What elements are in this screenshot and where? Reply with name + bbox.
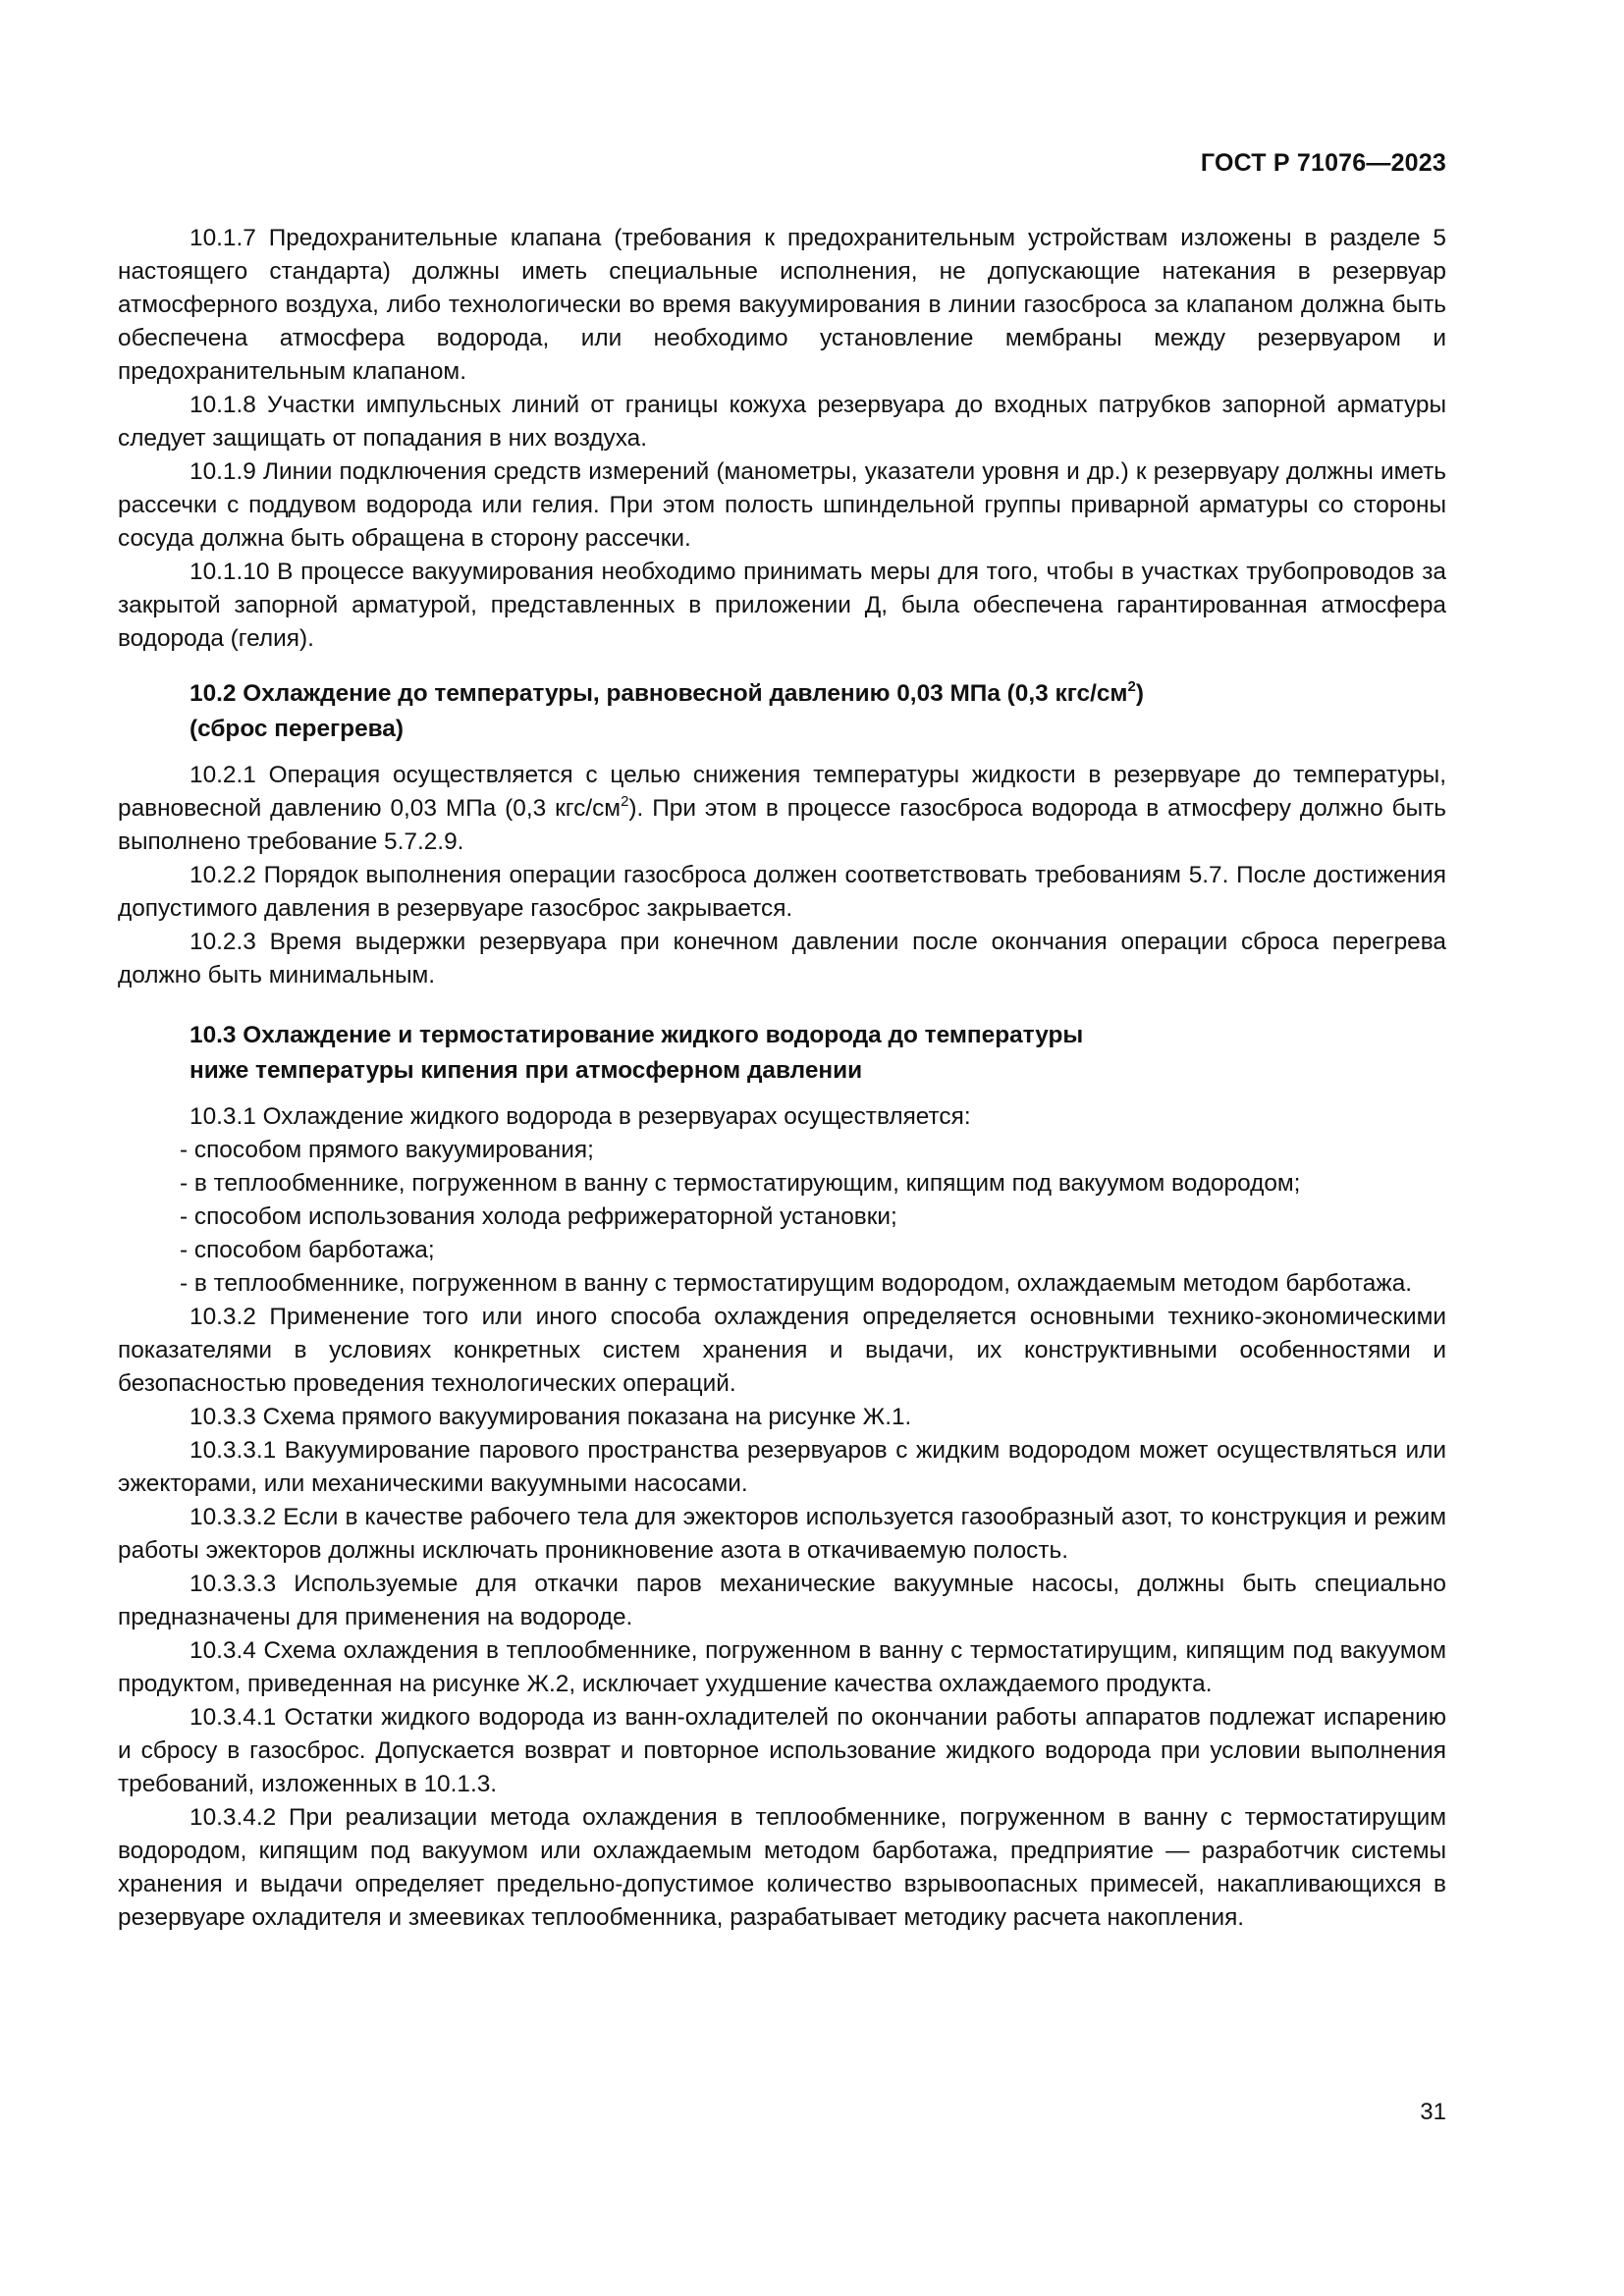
section-heading-10-2	[118, 676, 1446, 747]
paragraph-10-2-1-rest: ). При этом в процессе газосброса водорода в атмосферу должно быть выполнено требование 5.7.2.9.	[118, 795, 1446, 855]
heading-10-2-superscript: 2	[1127, 678, 1136, 695]
heading-10-2-text: 10.2 Охлаждение до температуры, равновесной давлению 0,03 МПа (0,3 кгс/см	[189, 680, 1128, 707]
page-number: 31	[1420, 2099, 1446, 2125]
page-content	[118, 222, 1446, 1935]
list-item: - в теплообменнике, погруженном в ванну с термостатирующим, кипящим под вакуумом водородом;	[180, 1170, 1301, 1197]
list-item: - способом барботажа;	[180, 1237, 435, 1263]
paragraph-10-1-8: 10.1.8 Участки импульсных линий от границы кожуха резервуара до входных патрубков запорной арматуры следует защищать от попадания в них воздуха.	[118, 392, 1446, 452]
section-heading-10-2-line1	[189, 676, 1446, 712]
document-code: ГОСТ Р 71076—2023	[1200, 149, 1446, 177]
paragraph-10-3-2: 10.3.2 Применение того или иного способа охлаждения определяется основными технико-экономическими показателями в условиях конкретных систем хранения и выдачи, их конструктивными особенностями и безопасностью проведения технологических операций.	[118, 1304, 1446, 1397]
paragraph-10-1-9: 10.1.9 Линии подключения средств измерений (манометры, указатели уровня и др.) к резервуару должны иметь рассечки с поддувом водорода или гелия. При этом полость шпиндельной группы приварной арматуры со стороны сосуда должна быть обращена в сторону рассечки.	[118, 458, 1446, 552]
paragraph-10-3-4-1: 10.3.4.1 Остатки жидкого водорода из ванн-охладителей по окончании работы аппаратов подлежат испарению и сбросу в газосброс. Допускается возврат и повторное использование жидкого водорода при условии выполнения требований, изложенных в 10.1.3.	[118, 1704, 1446, 1797]
paragraph-10-3-3-2: 10.3.3.2 Если в качестве рабочего тела для эжекторов используется газообразный азот, то конструкция и режим работы эжекторов должны исключать проникновение азота в откачиваемую полость.	[118, 1504, 1446, 1564]
paragraph-10-2-1-text: 10.2.1 Операция осуществляется с целью снижения температуры жидкости в резервуаре до температуры, равновесной давлению 0,03 МПа (0,3 кгс/см	[118, 762, 1446, 822]
paragraph-10-3-4: 10.3.4 Схема охлаждения в теплообменнике, погруженном в ванну с термостатирущим, кипящим под вакуумом продуктом, приведенная на рисунке Ж.2, исключает ухудшение качества охлаждаемого продукта.	[118, 1637, 1446, 1697]
paragraph-10-2-2: 10.2.2 Порядок выполнения операции газосброса должен соответствовать требованиям 5.7. После достижения допустимого давления в резервуаре газосброс закрывается.	[118, 862, 1446, 922]
paragraph-10-2-3: 10.2.3 Время выдержки резервуара при конечном давлении после окончания операции сброса перегрева должно быть минимальным.	[118, 929, 1446, 988]
paragraph-10-3-1: 10.3.1 Охлаждение жидкого водорода в резервуарах осуществляется:	[189, 1103, 971, 1130]
section-heading-10-3-line2: ниже температуры кипения при атмосферном давлении	[189, 1057, 863, 1084]
list-item: - способом использования холода рефрижераторной установки;	[180, 1203, 897, 1230]
paragraph-10-1-10: 10.1.10 В процессе вакуумирования необходимо принимать меры для того, чтобы в участках трубопроводов за закрытой запорной арматурой, представленных в приложении Д, была обеспечена гарантированная атмосфера водорода (гелия).	[118, 559, 1446, 652]
paragraph-10-3-3: 10.3.3 Схема прямого вакуумирования показана на рисунке Ж.1.	[189, 1404, 912, 1430]
paragraph-10-1-7: 10.1.7 Предохранительные клапана (требования к предохранительным устройствам изложены в разделе 5 настоящего стандарта) должны иметь специальные исполнения, не допускающие натекания в резервуар атмосферного воздуха, либо технологически во время вакуумирования в линии газосброса за клапаном должна быть обеспечена атмосфера водорода, или необходимо установление мембраны между резервуаром и предохранительным клапаном.	[118, 225, 1446, 385]
list-item: - способом прямого вакуумирования;	[180, 1137, 594, 1163]
section-heading-10-2-line2: (сброс перегрева)	[189, 716, 404, 742]
paragraph-10-3-3-1: 10.3.3.1 Вакуумирование парового пространства резервуаров с жидким водородом может осуществляться или эжекторами, или механическими вакуумными насосами.	[118, 1437, 1446, 1497]
section-heading-10-3-line1: 10.3 Охлаждение и термостатирование жидкого водорода до температуры	[189, 1022, 1084, 1048]
section-heading-10-3	[118, 1018, 1446, 1089]
heading-10-2-close: )	[1135, 680, 1144, 707]
paragraph-10-2-1-superscript: 2	[621, 793, 629, 810]
paragraph-10-2-1	[118, 759, 1446, 859]
list-item: - в теплообменнике, погруженном в ванну с термостатирущим водородом, охлаждаемым методом барботажа.	[180, 1270, 1413, 1297]
paragraph-10-3-3-3: 10.3.3.3 Используемые для откачки паров механические вакуумные насосы, должны быть специально предназначены для применения на водороде.	[118, 1571, 1446, 1630]
paragraph-10-3-4-2: 10.3.4.2 При реализации метода охлаждения в теплообменнике, погруженном в ванну с термостатирущим водородом, кипящим под вакуумом или охлаждаемым методом барботажа, предприятие — разработчик системы хранения и выдачи определяет предельно-допустимое количество взрывоопасных примесей, накапливающихся в резервуаре охладителя и змеевиках теплообменника, разрабатывает методику расчета накопления.	[118, 1804, 1446, 1931]
